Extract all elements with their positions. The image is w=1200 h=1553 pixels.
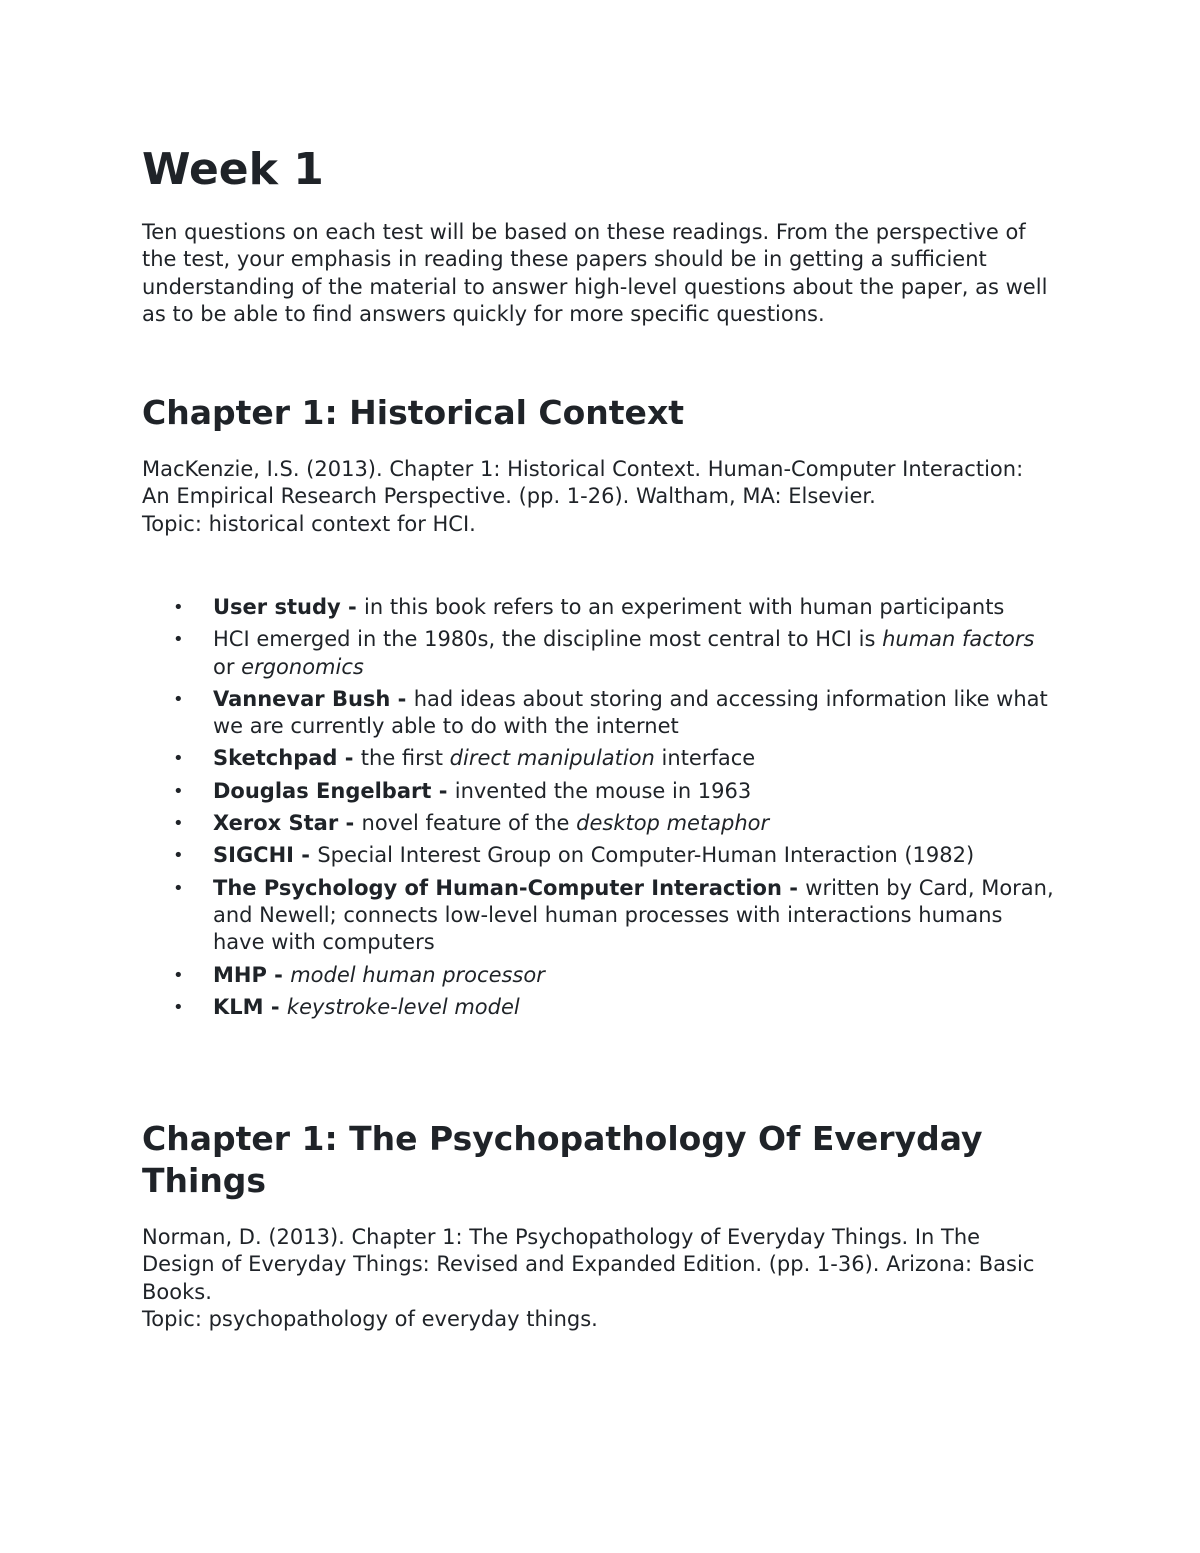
note-emphasis: ergonomics (241, 654, 364, 679)
note-term: KLM (213, 994, 264, 1019)
list-item (142, 686, 1054, 741)
note-separator: - (781, 875, 806, 900)
note-separator: - (431, 778, 455, 803)
note-emphasis: model human processor (290, 962, 545, 987)
chapter1-citation: MacKenzie, I.S. (2013). Chapter 1: Historical Context. Human-Computer Interaction: An Empirical Research Perspective. (pp. 1-26). Waltham, MA: Elsevier. (142, 457, 1024, 509)
list-item (142, 875, 1054, 957)
note-emphasis: desktop metaphor (576, 811, 770, 836)
note-text: written by Card, Moran, and Newell; connects low-level human processes with interactions humans have with computers (213, 875, 1054, 955)
note-separator: - (390, 686, 414, 711)
note-text: or (213, 654, 242, 679)
note-term: User study (213, 595, 341, 619)
note-text: had ideas about storing and accessing information like what we are currently able to do with the internet (213, 686, 1048, 739)
bullet-icon: • (173, 780, 184, 802)
note-term: The Psychology of Human-Computer Interaction (213, 875, 782, 900)
chapter1-citation-block (142, 456, 1042, 538)
bullet-icon: • (173, 688, 184, 710)
note-term: MHP (213, 962, 267, 987)
note-text: novel feature of the (361, 811, 577, 836)
page-title: Week 1 (142, 144, 324, 195)
note-separator: - (337, 746, 361, 771)
chapter1-notes-list (142, 594, 1054, 1026)
note-text: the first (360, 746, 450, 771)
note-separator: - (338, 811, 362, 836)
note-separator: - (340, 595, 365, 619)
note-term: Xerox Star (213, 811, 339, 836)
chapter2-citation: Norman, D. (2013). Chapter 1: The Psychopathology of Everyday Things. In The Design of Everyday Things: Revised and Expanded Edition. (pp. 1-36). Arizona: Basic Books. (142, 1225, 1035, 1304)
list-item (142, 626, 1054, 681)
chapter2-heading: Chapter 1: The Psychopathology Of Everyday Things (142, 1119, 983, 1200)
bullet-icon: • (173, 996, 184, 1018)
note-text: interface (654, 746, 756, 771)
note-emphasis: human factors (882, 627, 1035, 652)
intro-paragraph: Ten questions on each test will be based on these readings. From the perspective of the test, your emphasis in reading these papers should be in getting a sufficient understanding of the material to answer high-level questions about the paper, as well as to be able to find answers quickly for more specific questions. (142, 220, 1048, 326)
note-term: Vannevar Bush (213, 686, 391, 711)
bullet-icon: • (173, 845, 184, 867)
note-emphasis: keystroke-level model (286, 994, 520, 1019)
bullet-icon: • (173, 748, 184, 770)
bullet-icon: • (173, 813, 184, 835)
note-separator: - (266, 962, 291, 987)
chapter1-heading: Chapter 1: Historical Context (142, 393, 685, 432)
list-item (142, 778, 1054, 805)
list-item (142, 994, 1054, 1021)
bullet-icon: • (173, 877, 184, 899)
note-term: Douglas Engelbart (213, 778, 432, 803)
list-item (142, 962, 1054, 989)
note-term: SIGCHI (213, 843, 294, 868)
note-separator: - (293, 843, 318, 868)
bullet-icon: • (173, 964, 184, 986)
list-item (142, 810, 1054, 837)
note-text: invented the mouse in 1963 (454, 778, 752, 803)
note-text: Special Interest Group on Computer-Human Interaction (1982) (317, 843, 975, 868)
chapter2-citation-block (142, 1224, 1042, 1333)
list-item (142, 594, 1054, 621)
note-emphasis: direct manipulation (449, 746, 655, 771)
chapter2-topic: Topic: psychopathology of everyday things. (142, 1306, 598, 1331)
list-item (142, 842, 1054, 869)
note-text: HCI emerged in the 1980s, the discipline most central to HCI is (213, 627, 883, 652)
note-separator: - (263, 994, 287, 1019)
note-text: in this book refers to an experiment with human participants (364, 595, 1005, 619)
bullet-icon: • (173, 597, 184, 618)
list-item (142, 745, 1054, 772)
bullet-icon: • (173, 629, 184, 651)
note-term: Sketchpad (213, 746, 338, 771)
chapter1-topic: Topic: historical context for HCI. (142, 511, 476, 536)
